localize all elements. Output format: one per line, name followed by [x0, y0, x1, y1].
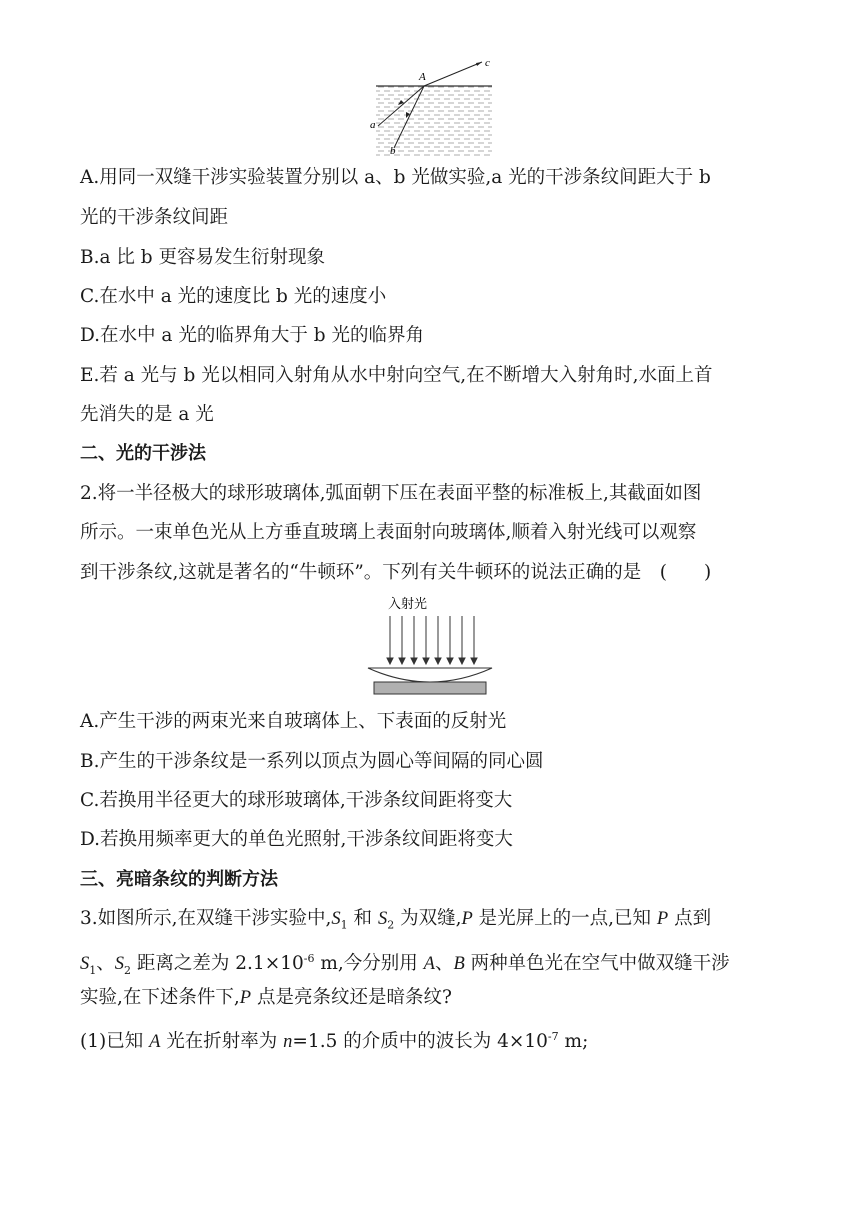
- q3-part1: (1)已知 A 光在折射率为 n=1.5 的介质中的波长为 $4\times 10^{-7}$ m;: [80, 1030, 589, 1053]
- label-A: A: [419, 71, 426, 83]
- q1-option-d: D.在水中 a 光的临界角大于 b 光的临界角: [80, 325, 424, 346]
- incident-rays: [387, 616, 477, 664]
- q3-stem-line3: 实验,在下述条件下,P 点是亮条纹还是暗条纹?: [80, 987, 452, 1008]
- q1-option-e-line2: 先消失的是 a 光: [80, 404, 214, 425]
- label-a: a: [370, 119, 376, 131]
- q2-stem-line3: 到干涉条纹,这就是著名的“牛顿环”。下列有关牛顿环的说法正确的是 ( ): [80, 562, 712, 583]
- glass-lens: [368, 668, 492, 682]
- ray-c: [424, 62, 482, 86]
- q1-option-b: B.a 比 b 更容易发生衍射现象: [80, 247, 325, 268]
- label-b: b: [390, 145, 396, 156]
- incident-light-label: 入射光: [388, 597, 428, 612]
- q3-stem-line1: 3.如图所示,在双缝干涉实验中$,S_1$ 和 $S_2$ 为双缝,P 是光屏上的一点,已知 P 点到: [80, 908, 712, 932]
- q2-option-a: A.产生干涉的两束光来自玻璃体上、下表面的反射光: [80, 711, 507, 732]
- q1-option-a-line2: 光的干涉条纹间距: [80, 207, 229, 228]
- q3-stem-line2: $S_1$、$S_2$ 距离之差为 $2.1\times 10^{-6}$ m,今分别用 A、B 两种单色光在空气中做双缝干涉: [80, 952, 730, 977]
- arrow-c: [476, 62, 482, 66]
- q2-option-b: B.产生的干涉条纹是一系列以顶点为圆心等间隔的同心圆: [80, 751, 544, 772]
- section-3-heading: 三、亮暗条纹的判断方法: [80, 869, 278, 890]
- q1-option-a-line1: A.用同一双缝干涉实验装置分别以 a、b 光做实验,a 光的干涉条纹间距大于 b: [80, 167, 711, 188]
- refraction-figure: [364, 56, 500, 156]
- label-c: c: [485, 57, 490, 69]
- q2-stem-line1: 2.将一半径极大的球形玻璃体,弧面朝下压在表面平整的标准板上,其截面如图: [80, 483, 702, 504]
- q1-option-c: C.在水中 a 光的速度比 b 光的速度小: [80, 286, 387, 307]
- q1-option-e-line1: E.若 a 光与 b 光以相同入射角从水中射向空气,在不断增大入射角时,水面上首: [80, 365, 713, 386]
- newton-rings-figure: [360, 592, 500, 700]
- q2-option-d: D.若换用频率更大的单色光照射,干涉条纹间距将变大: [80, 829, 513, 850]
- q2-option-c: C.若换用半径更大的球形玻璃体,干涉条纹间距将变大: [80, 790, 513, 811]
- section-2-heading: 二、光的干涉法: [80, 443, 206, 464]
- standard-plate: [374, 682, 486, 694]
- q2-stem-line2: 所示。一束单色光从上方垂直玻璃上表面射向玻璃体,顺着入射光线可以观察: [80, 522, 697, 543]
